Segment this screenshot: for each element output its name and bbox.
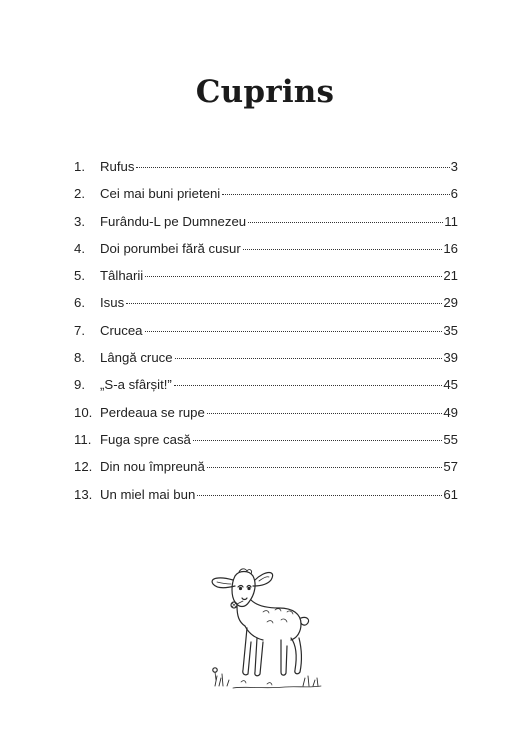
toc-entry-number: 9.: [74, 377, 85, 393]
toc-entry-number: 10.: [74, 404, 93, 420]
toc-entry-page: 16: [443, 240, 458, 256]
toc-leader-dots: [193, 440, 442, 441]
toc-entry-title: Doi porumbei fără cusur: [100, 240, 241, 256]
toc-entry-page: 61: [443, 486, 458, 502]
toc-entry[interactable]: [74, 426, 458, 453]
toc-entry-number: 13.: [74, 486, 93, 502]
toc-entry-page: 39: [443, 350, 458, 366]
toc-entry[interactable]: [74, 317, 458, 344]
toc-entry-number: 6.: [74, 295, 85, 311]
toc-entry[interactable]: [74, 453, 458, 480]
toc-leader-dots: [126, 303, 442, 304]
toc-leader-dots: [145, 331, 443, 332]
toc-entry-page: 29: [443, 295, 458, 311]
toc-entry[interactable]: [74, 262, 458, 289]
toc-entry-number: 3.: [74, 213, 85, 229]
toc-entry[interactable]: [74, 371, 458, 398]
toc-entry[interactable]: [74, 481, 458, 508]
toc-entry-number: 5.: [74, 268, 85, 284]
toc-entry-title: Perdeaua se rupe: [100, 404, 205, 420]
toc-entry-title: Fuga spre casă: [100, 431, 191, 447]
toc-entry-number: 2.: [74, 186, 85, 202]
toc-entry-number: 11.: [74, 431, 92, 447]
toc-leader-dots: [136, 167, 449, 168]
toc-entry-page: 35: [443, 322, 458, 338]
toc-entry-title: Isus: [100, 295, 125, 311]
lamb-illustration-icon: [205, 562, 327, 692]
toc-entry-title: Din nou împreună: [100, 459, 205, 475]
toc-entry-title: „S-a sfârșit!”: [100, 377, 172, 393]
toc-leader-dots: [174, 385, 443, 386]
toc-entry-page: 57: [443, 459, 458, 475]
toc-entry-page: 55: [443, 431, 458, 447]
toc-entry-title: Un miel mai bun: [100, 486, 196, 502]
toc-entry-page: 49: [443, 404, 458, 420]
toc-leader-dots: [197, 495, 442, 496]
toc-entry-title: Rufus: [100, 159, 135, 174]
toc-entry[interactable]: [74, 399, 458, 426]
toc-leader-dots: [222, 194, 449, 195]
table-of-contents: [74, 153, 458, 508]
toc-leader-dots: [145, 276, 442, 277]
toc-entry[interactable]: [74, 153, 458, 180]
toc-entry-title: Furându-L pe Dumnezeu: [100, 213, 247, 229]
toc-entry-page: 11: [444, 213, 458, 229]
toc-entry[interactable]: [74, 289, 458, 316]
toc-leader-dots: [243, 249, 443, 250]
toc-entry-title: Cei mai buni prieteni: [100, 186, 221, 202]
toc-entry[interactable]: [74, 344, 458, 371]
toc-leader-dots: [207, 467, 442, 468]
page-title: Cuprins: [195, 74, 335, 110]
toc-entry-number: 8.: [74, 350, 85, 366]
toc-entry-page: 45: [443, 377, 458, 393]
toc-entry-title: Lângă cruce: [100, 350, 173, 366]
toc-leader-dots: [207, 413, 442, 414]
toc-leader-dots: [248, 222, 443, 223]
toc-entry[interactable]: [74, 208, 458, 235]
toc-entry-number: 1.: [74, 159, 85, 174]
toc-entry[interactable]: [74, 235, 458, 262]
toc-entry-page: 6: [450, 186, 458, 202]
toc-leader-dots: [175, 358, 443, 359]
toc-entry[interactable]: [74, 180, 458, 207]
toc-entry-title: Tâlharii: [100, 268, 144, 284]
toc-entry-number: 4.: [74, 240, 85, 256]
toc-entry-page: 3: [450, 159, 458, 174]
toc-entry-number: 7.: [74, 322, 85, 338]
toc-entry-title: Crucea: [100, 322, 143, 338]
toc-entry-page: 21: [443, 268, 458, 284]
toc-entry-number: 12.: [74, 459, 93, 475]
